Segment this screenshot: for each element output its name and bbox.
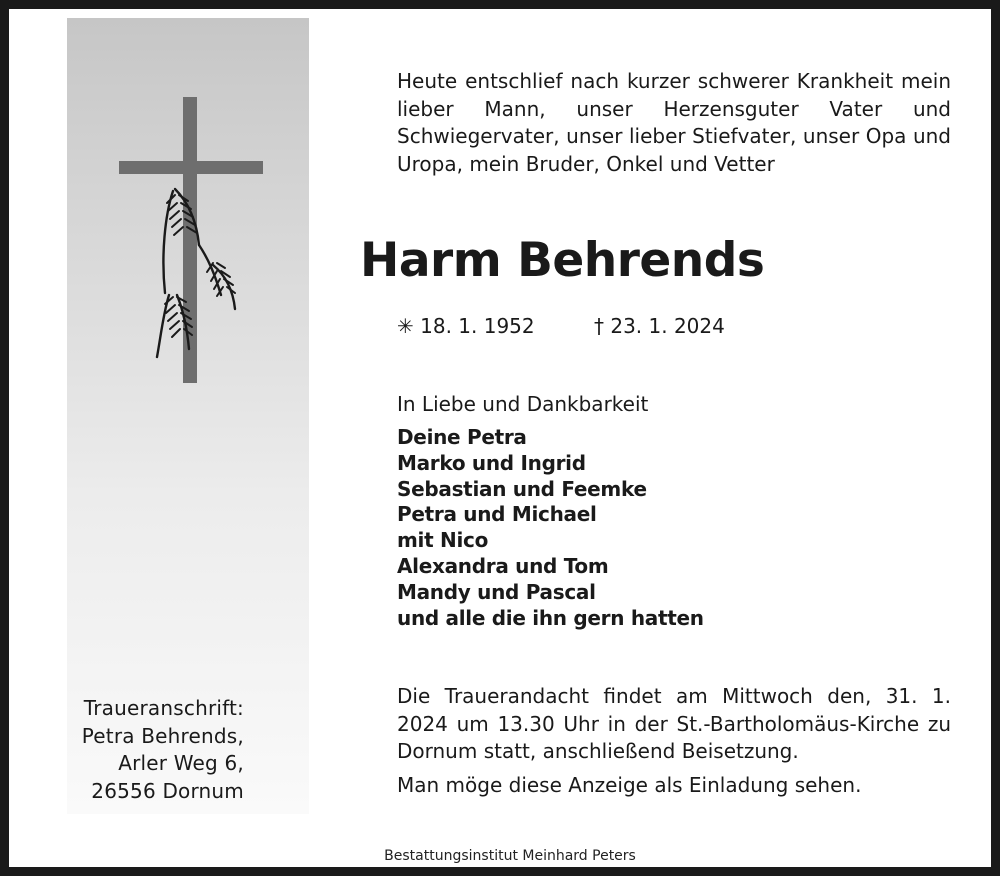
address-line: Arler Weg 6, xyxy=(118,751,244,775)
life-dates xyxy=(397,314,725,338)
family-member: Petra und Michael xyxy=(397,502,597,527)
mourning-address xyxy=(82,695,244,805)
undertaker-name: Bestattungsinstitut Meinhard Peters xyxy=(384,848,636,864)
service-info: Die Trauerandacht findet am Mittwoch den, 31. 1. 2024 um 13.30 Uhr in der St.-Bartholomäus-Kirche zu Dornum statt, anschließend Beisetzung. xyxy=(397,684,951,763)
cross-with-wheat-icon xyxy=(117,95,267,387)
family-member: Marko und Ingrid xyxy=(397,450,586,475)
dedication-line: In Liebe und Dankbarkeit xyxy=(397,392,649,416)
family-member: Alexandra und Tom xyxy=(397,553,609,578)
death-date: † 23. 1. 2024 xyxy=(594,314,725,338)
undertaker-credit xyxy=(9,848,1000,864)
family-member: Sebastian und Feemke xyxy=(397,476,647,501)
birth-date: ✳ 18. 1. 1952 xyxy=(397,314,535,338)
family-member: Deine Petra xyxy=(397,425,527,449)
address-line: 26556 Dornum xyxy=(91,778,244,803)
family-member: Mandy und Pascal xyxy=(397,579,596,604)
intro-text: Heute entschlief nach kurzer schwerer Krankheit mein lieber Mann, unser Herzensguter Vater und Schwiegervater, unser lieber Stiefvater, unser Opa und Uropa, mein Bruder, Onkel und Vetter xyxy=(397,69,951,176)
invitation-line: Man möge diese Anzeige als Einladung sehen. xyxy=(397,773,862,797)
deceased-name: Harm Behrends xyxy=(360,233,765,288)
family-member: und alle die ihn gern hatten xyxy=(397,605,704,630)
address-line: Petra Behrends, xyxy=(81,723,244,748)
family-member: mit Nico xyxy=(397,528,489,553)
address-line: Traueranschrift: xyxy=(83,696,244,720)
family-list xyxy=(397,425,704,631)
